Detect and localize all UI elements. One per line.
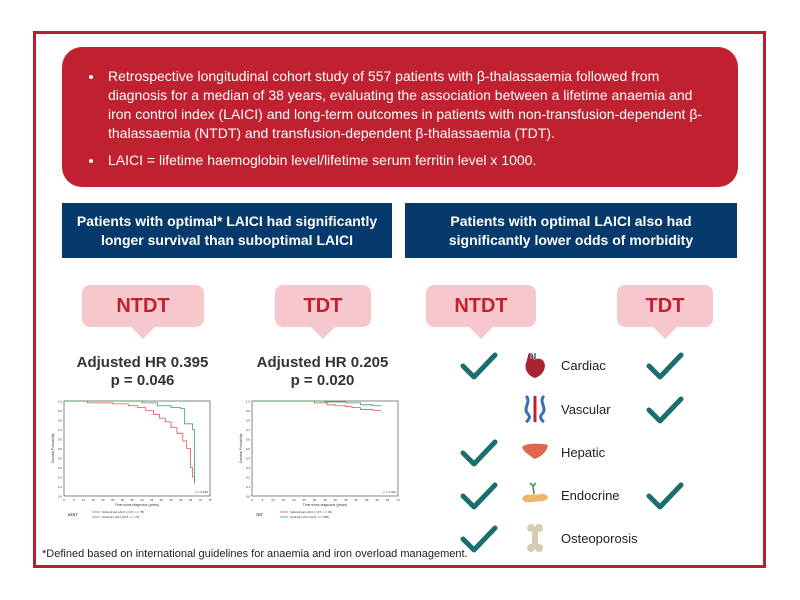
organ-label: Hepatic	[561, 445, 606, 460]
check-icon	[645, 350, 685, 382]
y-tick-label: 0.4	[57, 456, 62, 461]
optimal-curve	[252, 401, 381, 406]
x-tick-label: 75	[208, 498, 212, 502]
y-tick-label: 1.0	[57, 399, 62, 404]
y-tick-label: 0.2	[57, 475, 62, 480]
x-tick-label: 45	[344, 498, 348, 502]
p-value-label: p = 0.020	[383, 490, 396, 494]
morbidity-banner: Patients with optimal LAICI also had significantly lower odds of morbidity	[405, 203, 737, 258]
x-tick-label: 35	[130, 498, 134, 502]
x-tick-label: 25	[110, 498, 115, 502]
y-tick-label: 0.9	[57, 409, 62, 413]
footnote: *Defined based on international guidelines for anaemia and iron overload management.	[42, 548, 468, 560]
organ-label: Osteoporosis	[561, 531, 638, 546]
tdt-p: p = 0.020	[290, 372, 355, 389]
x-tick-label: 45	[149, 498, 154, 502]
y-tick-label: 0.2	[245, 475, 250, 480]
pill-tdt-morbidity: TDT	[617, 285, 713, 327]
x-tick-label: 55	[169, 498, 173, 502]
pill-ntdt-morbidity: NTDT	[426, 285, 536, 327]
x-tick-label: 50	[159, 498, 164, 502]
y-axis-label: Survival Probability	[51, 433, 55, 464]
y-tick-label: 0.1	[245, 485, 250, 489]
x-tick-label: 30	[120, 498, 125, 502]
x-axis-label: Time since diagnosis (years)	[302, 503, 348, 507]
y-tick-label: 0.4	[245, 456, 250, 461]
legend-label: Suboptimal LAICI (<0.5, n = 78)	[102, 510, 145, 514]
tdt-hr-block	[240, 354, 405, 390]
pill-ntdt-survival: NTDT	[82, 285, 204, 327]
survival-banner: Patients with optimal* LAICI had significantly longer survival than suboptimal LAICI	[62, 203, 392, 258]
km-plot-tdt	[238, 393, 408, 533]
x-tick-label: 35	[323, 498, 327, 502]
y-tick-label: 1.0	[245, 399, 250, 404]
ntdt-p: p = 0.046	[110, 372, 175, 389]
y-tick-label: 0.8	[245, 418, 250, 423]
ntdt-hr-block	[60, 354, 225, 390]
y-tick-label: 0.6	[245, 437, 250, 442]
ntdt-hr: Adjusted HR 0.395	[76, 354, 209, 371]
suboptimal-curve	[252, 401, 381, 411]
legend-label: Suboptimal LAICI (<0.5, n = 39)	[290, 510, 333, 514]
x-tick-label: 10	[81, 498, 86, 502]
x-tick-label: 60	[179, 498, 183, 502]
vessels-icon	[520, 394, 550, 424]
summary-bullet-study: • Retrospective longitudinal cohort study of 557 patients with β-thalassaemia followed from diagnosis for a median of 38 years, evaluating the association between a lifetime anaemia and iron control index (LAICI) and long-term outcomes in patients with non-transfusion-dependent β-thalassaemia (NTDT) and transfusion-dependent β-thalassaemia (TDT).	[104, 67, 714, 143]
check-icon	[459, 437, 499, 469]
y-tick-label: 0.8	[57, 418, 62, 423]
suboptimal-curve	[64, 401, 194, 484]
organ-label: Endocrine	[561, 488, 620, 503]
p-value-label: p = 0.046	[195, 490, 208, 494]
x-tick-label: 40	[140, 498, 144, 502]
x-tick-label: 25	[302, 498, 306, 502]
x-tick-label: 60	[375, 498, 379, 502]
check-icon	[459, 350, 499, 382]
x-tick-label: 5	[261, 498, 264, 502]
bone-icon	[520, 523, 550, 553]
y-tick-label: 0.5	[245, 447, 250, 451]
y-tick-label: 0.5	[57, 447, 62, 451]
y-axis-label: Survival Probability	[239, 433, 243, 464]
x-tick-label: 65	[188, 498, 193, 502]
plot-frame	[252, 401, 398, 496]
y-tick-label: 0.1	[57, 485, 62, 489]
y-tick-label: 0.7	[57, 428, 62, 432]
y-tick-label: 0.0	[57, 494, 62, 499]
optimal-curve	[64, 401, 194, 482]
group-label: TDT	[256, 513, 263, 517]
km-plot-ntdt	[50, 393, 220, 533]
organ-label: Cardiac	[561, 358, 606, 373]
summary-bullet-laici: • LAICI = lifetime haemoglobin level/lifetime serum ferritin level x 1000.	[104, 151, 714, 170]
tdt-hr: Adjusted HR 0.205	[256, 354, 389, 371]
y-tick-label: 0.9	[245, 409, 250, 413]
y-tick-label: 0.0	[245, 494, 250, 499]
x-tick-label: 5	[72, 498, 75, 502]
y-tick-label: 0.3	[245, 466, 250, 470]
check-icon	[459, 480, 499, 512]
y-tick-label: 0.6	[57, 437, 62, 442]
x-tick-label: 50	[354, 498, 358, 502]
x-tick-label: 70	[396, 498, 400, 502]
x-tick-label: 0	[251, 498, 253, 502]
x-tick-label: 10	[271, 498, 275, 502]
legend-label: Optimal LAICI (≥0.5, n = 368)	[290, 515, 330, 519]
heart-icon	[520, 350, 550, 380]
summary-box	[62, 47, 738, 187]
x-tick-label: 55	[365, 498, 369, 502]
x-tick-label: 0	[63, 498, 65, 502]
x-tick-label: 15	[91, 498, 95, 502]
x-tick-label: 40	[333, 498, 338, 502]
x-axis-label: Time since diagnosis (years)	[114, 503, 160, 507]
x-tick-label: 30	[312, 498, 317, 502]
pancreas-icon	[520, 480, 550, 510]
y-tick-label: 0.3	[57, 466, 62, 470]
legend-label: Optimal LAICI (≥0.5, n = 72)	[102, 515, 140, 519]
x-tick-label: 70	[198, 498, 202, 502]
x-tick-label: 20	[101, 498, 105, 502]
group-label: NTDT	[68, 513, 78, 517]
check-icon	[645, 394, 685, 426]
x-tick-label: 65	[385, 498, 390, 502]
organ-label: Vascular	[561, 402, 611, 417]
x-tick-label: 15	[281, 498, 285, 502]
pill-tdt-survival: TDT	[275, 285, 371, 327]
liver-icon	[520, 437, 550, 467]
y-tick-label: 0.7	[245, 428, 250, 432]
x-tick-label: 20	[292, 498, 296, 502]
check-icon	[645, 480, 685, 512]
